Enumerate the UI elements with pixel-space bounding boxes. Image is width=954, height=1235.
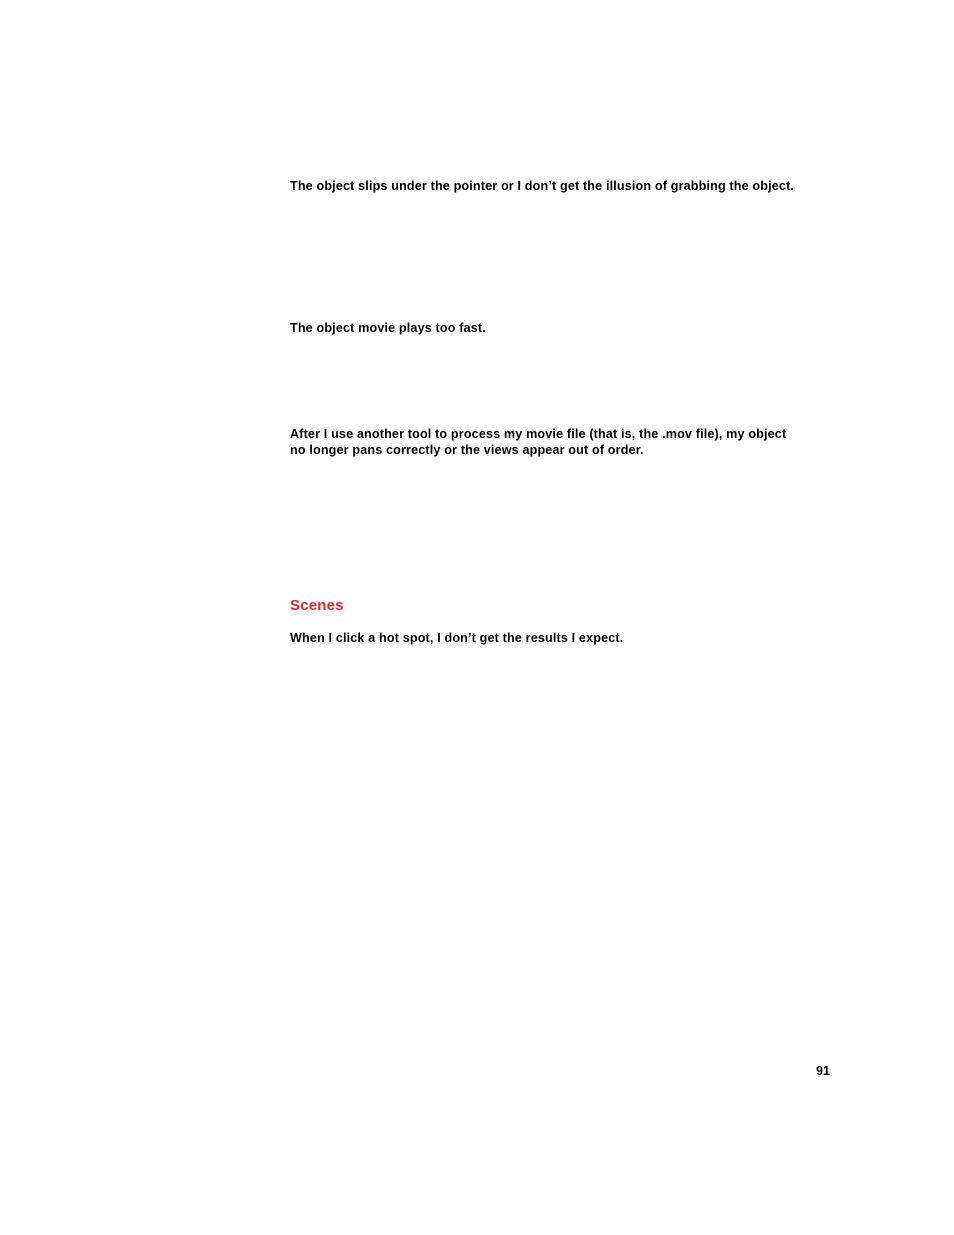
section-heading-scenes: Scenes [290, 597, 344, 614]
question-hot-spot: When I click a hot spot, I don’t get the results I expect. [290, 631, 624, 645]
question-object-slips: The object slips under the pointer or I don’t get the illusion of grabbing the object. [290, 179, 795, 193]
question-plays-too-fast: The object movie plays too fast. [290, 321, 486, 335]
question-another-tool: After I use another tool to process my movie file (that is, the .mov file), my object no longer pans correctly or the views appear out of order. [290, 427, 787, 457]
page-number: 91 [815, 1064, 830, 1078]
